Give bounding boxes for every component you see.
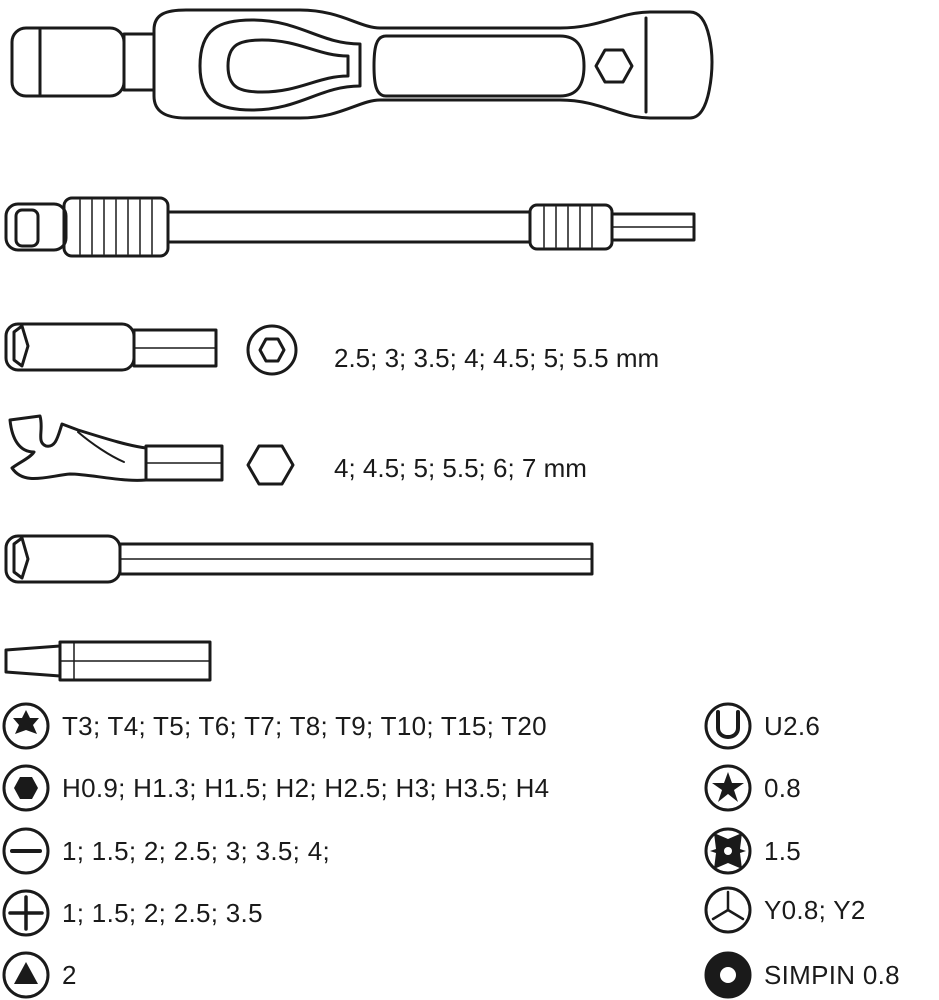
hex-sizes-label: H0.9; H1.3; H1.5; H2; H2.5; H3; H3.5; H4 <box>62 773 550 803</box>
hex-socket-sizes-label: 2.5; 3; 3.5; 4; 4.5; 5; 5.5 mm <box>334 343 660 373</box>
long-socket-icon <box>6 536 592 582</box>
screwdriver-handle-icon <box>12 10 712 118</box>
hex-icon <box>4 766 48 810</box>
bit-icon <box>6 642 210 680</box>
y-tip-icon <box>706 888 750 932</box>
phillips-sizes-label: 1; 1.5; 2; 2.5; 3.5 <box>62 898 263 928</box>
spanner-icon <box>10 416 222 480</box>
simpin-icon <box>706 953 750 997</box>
u-shape-sizes-label: U2.6 <box>764 711 821 741</box>
torx-sizes-label: T3; T4; T5; T6; T7; T8; T9; T10; T15; T20 <box>62 711 547 741</box>
torx-icon <box>4 704 48 748</box>
tri-wing-x-icon <box>706 829 750 873</box>
hex-nut-icon <box>248 446 293 484</box>
u-shape-icon <box>706 704 750 748</box>
phillips-icon <box>4 891 48 935</box>
triangle-sizes-label: 2 <box>62 960 77 990</box>
y-tip-sizes-label: Y0.8; Y2 <box>764 895 866 925</box>
spanner-sizes-label: 4; 4.5; 5; 5.5; 6; 7 mm <box>334 453 587 483</box>
pentalobe-sizes-label: 0.8 <box>764 773 802 803</box>
pentalobe-icon <box>706 766 750 810</box>
triangle-icon <box>4 953 48 997</box>
slotted-sizes-label: 1; 1.5; 2; 2.5; 3; 3.5; 4; <box>62 836 330 866</box>
hex-socket-icon <box>6 324 216 370</box>
hex-socket-end-icon <box>248 326 296 374</box>
simpin-sizes-label: SIMPIN 0.8 <box>764 960 900 990</box>
slotted-icon <box>4 829 48 873</box>
tri-wing-sizes-label: 1.5 <box>764 836 802 866</box>
extension-bar-icon <box>6 198 694 256</box>
